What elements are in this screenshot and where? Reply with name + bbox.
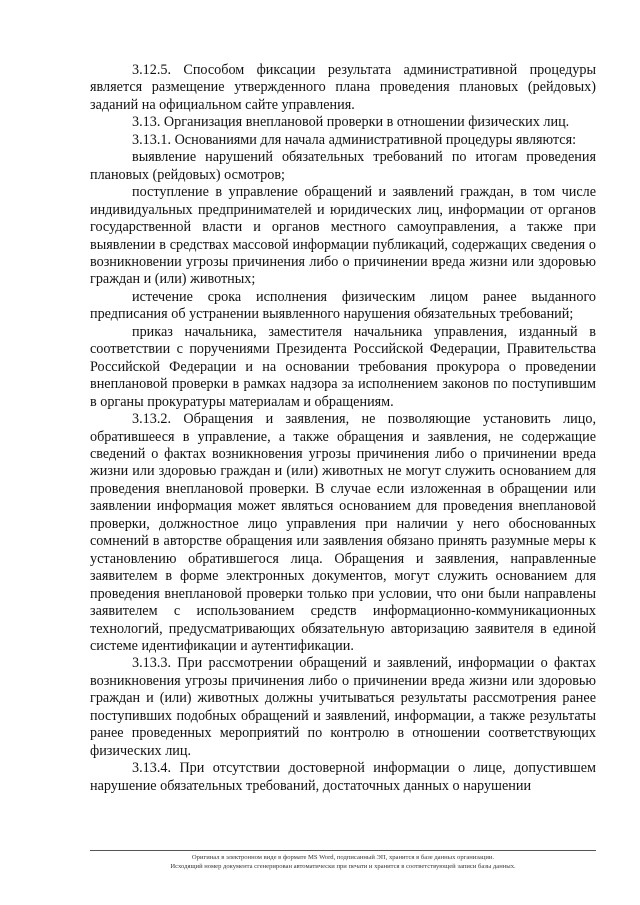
paragraph-3-13-3: 3.13.3. При рассмотрении обращений и заявлений, информации о фактах возникновения угрозы причинения либо о причинении вреда жизни или здоровью граждан и (или) животных должны учитываться результаты рассмотрения ранее поступивших подобных обращений и заявлений, информации, а также результаты ранее проведенных мероприятий по контролю в отношении соответствующих физических лиц. xyxy=(90,655,596,759)
footer-line-number: Исходящий номер документа сгенерирован автоматически при печати и хранится в соответствующей записи базы данных. xyxy=(170,863,516,870)
paragraph-3-13-heading: 3.13. Организация внеплановой проверки в отношении физических лиц. xyxy=(132,114,570,131)
document-body xyxy=(90,62,596,795)
paragraph-3-13-4: 3.13.4. При отсутствии достоверной информации о лице, допустившем нарушение обязательных требований, достаточных данных о нарушении xyxy=(90,760,596,794)
page-footer xyxy=(90,850,596,871)
paragraph-3-13-1: 3.13.1. Основаниями для начала административной процедуры являются: xyxy=(132,131,577,148)
paragraph-3-12-5: 3.12.5. Способом фиксации результата административной процедуры является размещение утвержденного плана проведения плановых (рейдовых) заданий на официальном сайте управления. xyxy=(90,62,596,113)
paragraph-ground-inspections: выявление нарушений обязательных требований по итогам проведения плановых (рейдовых) осмотров; xyxy=(90,149,596,183)
paragraph-ground-complaints: поступление в управление обращений и заявлений граждан, в том числе индивидуальных предпринимателей и юридических лиц, информации от органов государственной власти и органов местного самоуправления, а также при выявлении в средствах массовой информации публикаций, содержащих сведения о возникновении угрозы причинения либо о причинении вреда жизни или здоровью граждан и (или) животных; xyxy=(90,184,596,288)
paragraph-ground-prescription: истечение срока исполнения физическим лицом ранее выданного предписания об устранении выявленного нарушения обязательных требований; xyxy=(90,288,596,323)
footer-line-storage: Оригинал в электронном виде в формате MS Word, подписанный ЭП, хранится в базе данных организации. xyxy=(191,854,495,861)
paragraph-ground-order: приказ начальника, заместителя начальника управления, изданный в соответствии с поручениями Президента Российской Федерации, Правительства Российской Федерации и на основании требования прокурора о проведении внеплановой проверки в рамках надзора за исполнением законов по поступившим в органы прокуратуры материалам и обращениям. xyxy=(90,323,596,410)
paragraph-3-13-2: 3.13.2. Обращения и заявления, не позволяющие установить лицо, обратившееся в управление, а также обращения и заявления, не содержащие сведений о фактах возникновения угрозы причинения либо о причинении вреда жизни или здоровью граждан и (или) животных не могут служить основанием для проведения внеплановой проверки. В случае если изложенная в обращении или заявлении информация может являться основанием для проведения внеплановой проверки, должностное лицо управления при наличии у него обоснованных сомнений в авторстве обращения или заявления обязано принять разумные меры к установлению обратившегося лица. Обращения и заявления, направленные заявителем в форме электронных документов, могут служить основанием для проведения внеплановой проверки только при условии, что они были направлены заявителем с использованием средств информационно-коммуникационных технологий, предусматривающих обязательную авторизацию заявителя в единой системе идентификации и аутентификации. xyxy=(90,411,596,654)
